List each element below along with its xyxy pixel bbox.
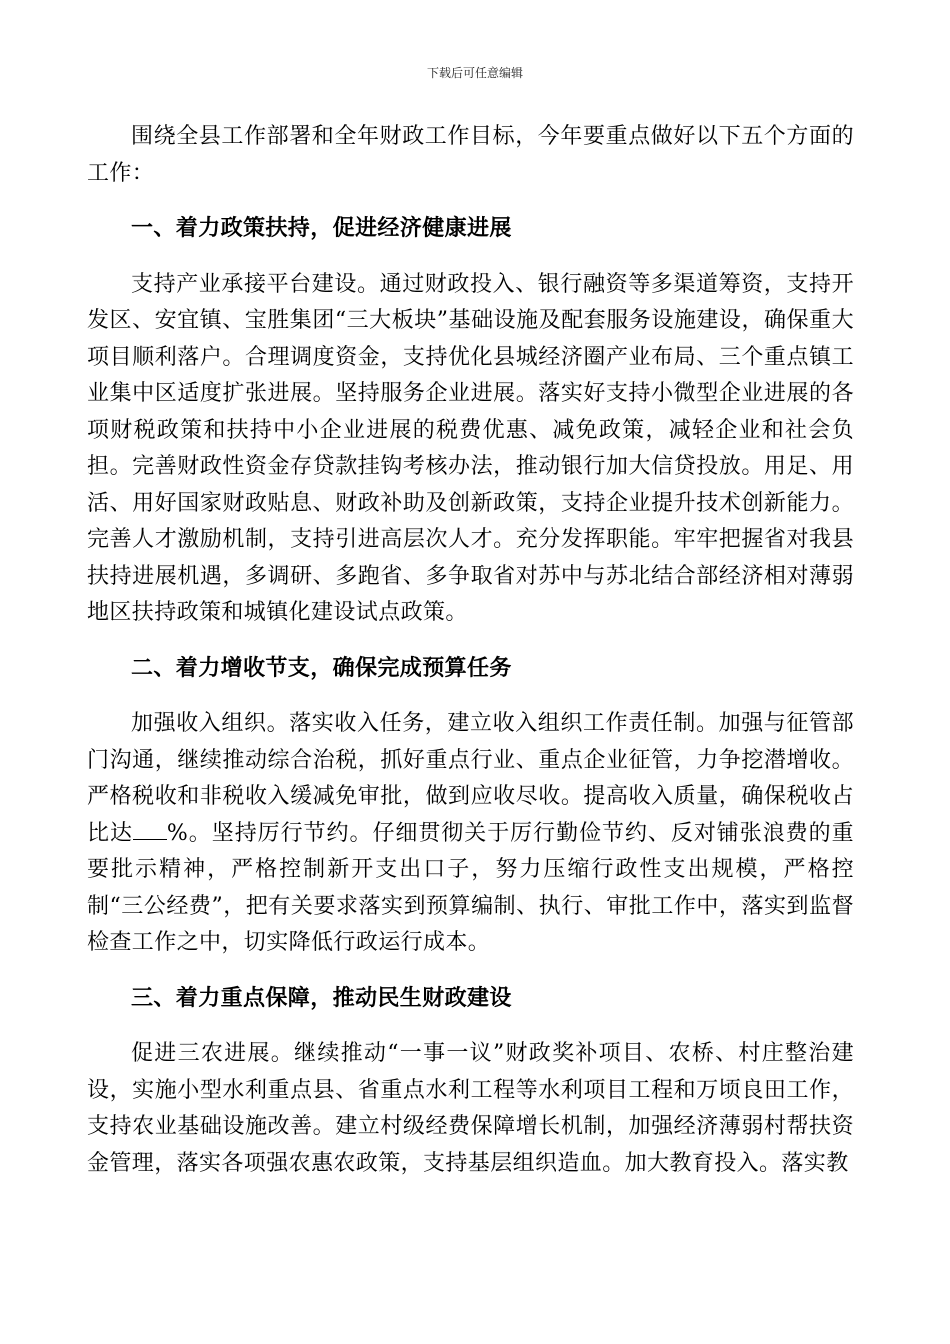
- page-header: 下载后可任意编辑: [426, 66, 523, 80]
- section-3-paragraph: 促进三农进展。继续推动“一事一议”财政奖补项目、农桥、村庄整治建设，实施小型水利重点县、省重点水利工程等水利项目工程和万顷良田工作，支持农业基础设施改善。建立村级经费保障增长机制，加强经济薄弱村帮扶资金管理，落实各项强农惠农政策，支持基层组织造血。加大教育投入。落实教: [87, 1041, 854, 1176]
- section-2-paragraph: [87, 706, 854, 962]
- fill-in-blank: [133, 821, 167, 840]
- document-body: [87, 119, 854, 1182]
- section-3-heading: 三、着力重点保障，推动民生财政建设: [131, 984, 512, 1011]
- section-2-heading: 二、着力增收节支，确保完成预算任务: [131, 654, 512, 681]
- section-1-heading: 一、着力政策扶持，促进经济健康进展: [131, 215, 512, 241]
- section-2-paragraph-part-b: %。坚持厉行节约。仔细贯彻关于厉行勤俭节约、反对铺张浪费的重要批示精神，严格控制新开支出口子，努力压缩行政性支出规模，严格控制“三公经费”，把有关要求落实到预算编制、执行、审批工作中，落实到监督检查工作之中，切实降低行政运行成本。: [87, 820, 854, 955]
- intro-paragraph: 围绕全县工作部署和全年财政工作目标，今年要重点做好以下五个方面的工作：: [87, 124, 854, 186]
- section-2-paragraph-part-a: 加强收入组织。落实收入任务，建立收入组织工作责任制。加强与征管部门沟通，继续推动综合治税，抓好重点行业、重点企业征管，力争挖潜增收。严格税收和非税收入缓减免审批，做到应收尽收。提高收入质量，确保税收占比达: [87, 711, 854, 846]
- section-1-paragraph: 支持产业承接平台建设。通过财政投入、银行融资等多渠道筹资，支持开发区、安宜镇、宝胜集团“三大板块”基础设施及配套服务设施建设，确保重大项目顺利落户。合理调度资金，支持优化县城经济圈产业布局、三个重点镇工业集中区适度扩张进展。坚持服务企业进展。落实好支持小微型企业进展的各项财税政策和扶持中小企业进展的税费优惠、减免政策，减轻企业和社会负担。完善财政性资金存贷款挂钩考核办法，推动银行加大信贷投放。用足、用活、用好国家财政贴息、财政补助及创新政策，支持企业提升技术创新能力。完善人才激励机制，支持引进高层次人才。充分发挥职能。牢牢把握省对我县扶持进展机遇，多调研、多跑省、多争取省对苏中与苏北结合部经济相对薄弱地区扶持政策和城镇化建设试点政策。: [87, 271, 854, 625]
